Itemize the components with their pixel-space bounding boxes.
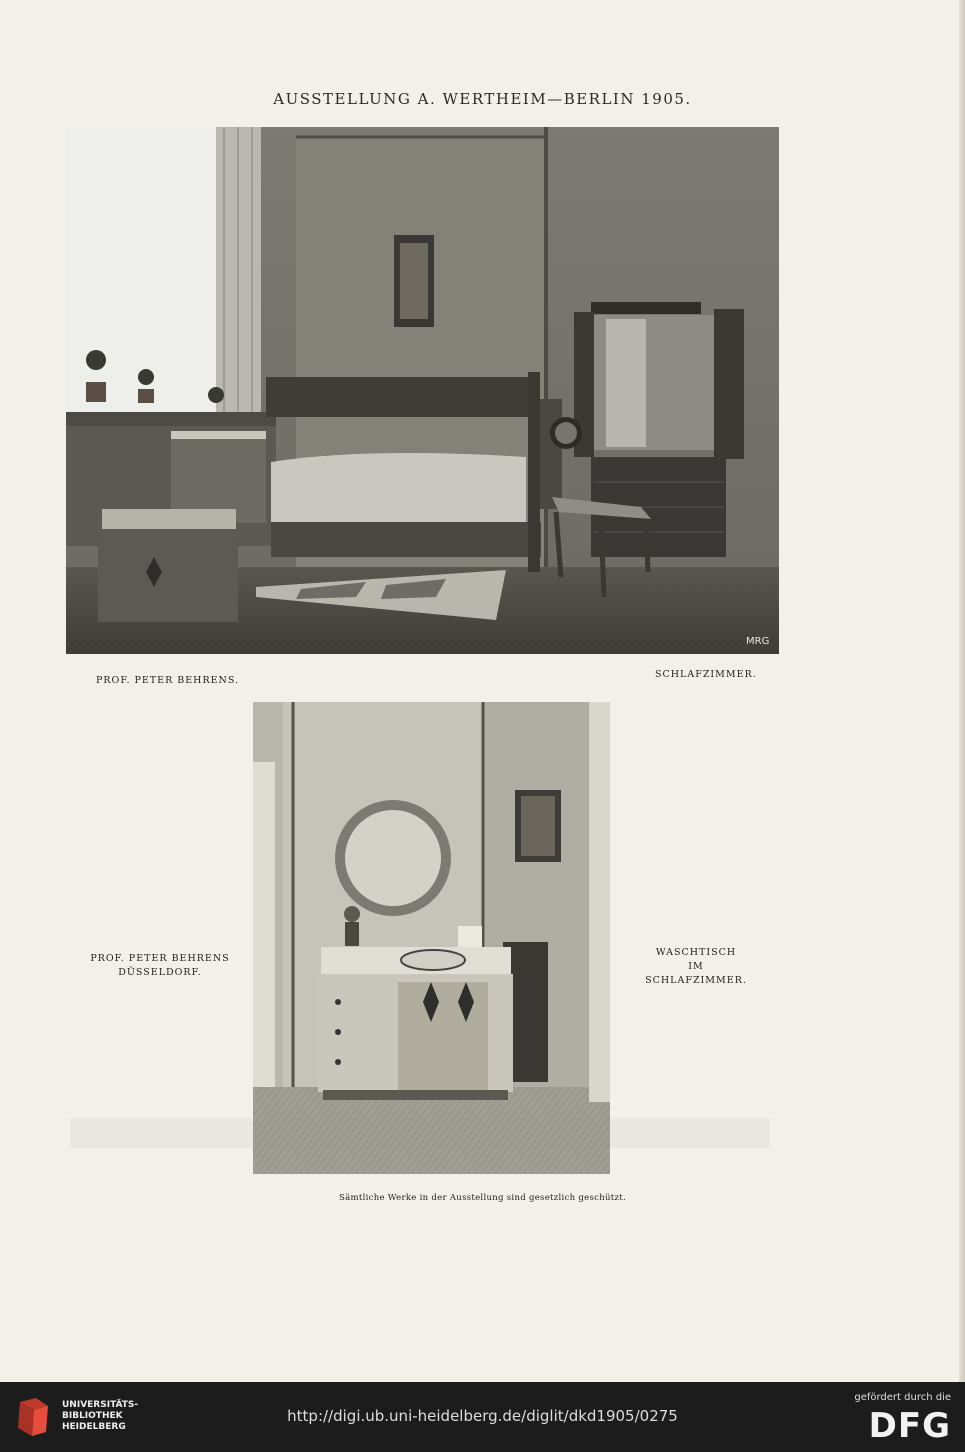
library-line3: HEIDELBERG (62, 1422, 126, 1432)
photo2-caption-right-line1: WASCHTISCH (655, 947, 737, 958)
funded-by-label: gefördert durch die (854, 1392, 951, 1403)
monogram: MRG (746, 636, 770, 647)
copyright-footnote: Sämtliche Werke in der Ausstellung sind gesetzlich geschützt. (339, 1193, 626, 1203)
viewer-footer (0, 1382, 965, 1452)
photo2-caption-left-line1: PROF. PETER BEHRENS (90, 953, 230, 964)
dfg-logo[interactable]: DFG (868, 1406, 951, 1446)
page-edge (959, 0, 965, 1382)
bleed-through-shadow (70, 1118, 770, 1148)
photo2-caption-right (636, 946, 756, 988)
photo1-caption-left: PROF. PETER BEHRENS. (96, 675, 240, 686)
page-header: AUSSTELLUNG A. WERTHEIM—BERLIN 1905. (273, 90, 692, 108)
washstand-photo (253, 702, 610, 1174)
photo2-caption-right-line2: IM SCHLAFZIMMER. (645, 961, 747, 986)
library-line2: BIBLIOTHEK (62, 1411, 123, 1421)
bedroom-photo (66, 127, 779, 654)
photo2-caption-left (90, 952, 230, 980)
library-line1: UNIVERSITÄTS- (62, 1400, 139, 1410)
photo1-caption-right: SCHLAFZIMMER. (655, 669, 757, 680)
permalink-url[interactable]: http://digi.ub.uni-heidelberg.de/diglit/dkd1905/0275 (287, 1407, 678, 1425)
photo2-caption-left-line2: DÜSSELDORF. (118, 967, 202, 978)
